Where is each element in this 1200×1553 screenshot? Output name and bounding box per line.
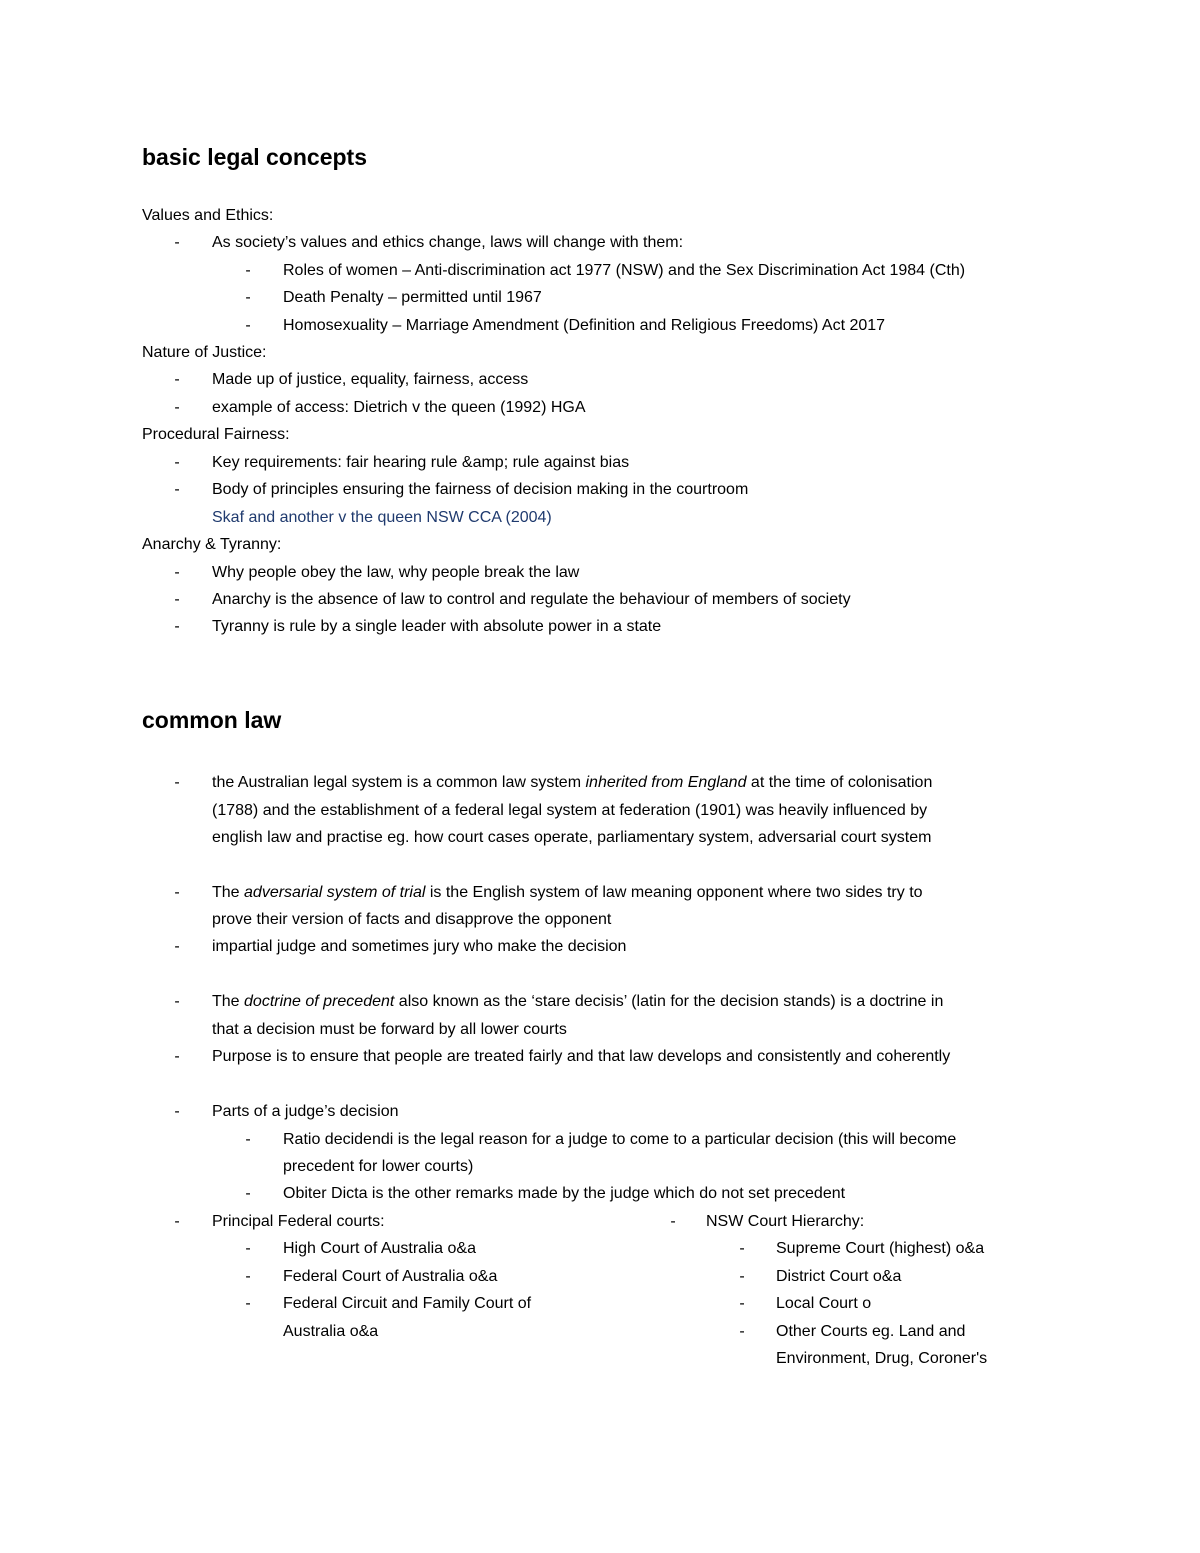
italic-phrase: doctrine of precedent — [244, 993, 395, 1010]
list-item-text: High Court of Australia o&a — [283, 1240, 476, 1257]
bullet-dash: - — [174, 234, 180, 251]
list-item-text — [212, 773, 932, 793]
list-item-text: Local Court o — [776, 1295, 872, 1312]
bullet-dash: - — [245, 1295, 251, 1312]
bullet-dash: - — [245, 1240, 251, 1257]
list-item-text: As society’s values and ethics change, laws will change with them: — [212, 234, 684, 251]
bullet-dash: - — [739, 1240, 745, 1257]
list-item-text: Federal Court of Australia o&a — [283, 1268, 498, 1285]
section-title-common-law: common law — [142, 707, 282, 733]
list-item-text: Tyranny is rule by a single leader with absolute power in a state — [212, 618, 662, 635]
list-item-continuation: Environment, Drug, Coroner's — [776, 1350, 988, 1367]
list-item-text: impartial judge and sometimes jury who make the decision — [212, 938, 627, 955]
text-run: the Australian legal system is a common law system — [212, 774, 586, 791]
bullet-dash: - — [174, 1213, 180, 1230]
bullet-dash: - — [245, 289, 251, 306]
bullet-dash: - — [174, 884, 180, 901]
list-item-text: Obiter Dicta is the other remarks made by the judge which do not set precedent — [283, 1185, 846, 1202]
list-item-text: Supreme Court (highest) o&a — [776, 1240, 985, 1257]
list-item-text: Parts of a judge’s decision — [212, 1103, 399, 1120]
bullet-dash: - — [739, 1295, 745, 1312]
bullet-dash: - — [174, 481, 180, 498]
heading-anarchy-tyranny: Anarchy & Tyranny: — [142, 536, 282, 553]
list-item-continuation: Australia o&a — [283, 1323, 379, 1340]
section-title-basic-legal-concepts: basic legal concepts — [142, 144, 367, 170]
italic-phrase: inherited from England — [585, 774, 747, 791]
bullet-dash: - — [174, 938, 180, 955]
list-item-continuation: (1788) and the establishment of a federal legal system at federation (1901) was heavily influenced by — [212, 802, 928, 819]
bullet-dash: - — [174, 1048, 180, 1065]
list-item-text: Principal Federal courts: — [212, 1213, 385, 1230]
bullet-dash: - — [174, 591, 180, 608]
heading-nature-of-justice: Nature of Justice: — [142, 344, 267, 361]
list-item-text: Made up of justice, equality, fairness, access — [212, 371, 529, 388]
bullet-dash: - — [174, 399, 180, 416]
heading-procedural-fairness: Procedural Fairness: — [142, 426, 290, 443]
bullet-dash: - — [245, 1131, 251, 1148]
list-item-text: Homosexuality – Marriage Amendment (Definition and Religious Freedoms) Act 2017 — [283, 317, 886, 334]
text-run: is the English system of law meaning opponent where two sides try to — [425, 884, 923, 901]
bullet-dash: - — [174, 454, 180, 471]
list-item-text: Key requirements: fair hearing rule &amp; rule against bias — [212, 454, 630, 471]
case-citation-skaf: Skaf and another v the queen NSW CCA (2004) — [212, 509, 552, 526]
list-item-text: Anarchy is the absence of law to control and regulate the behaviour of members of society — [212, 591, 851, 608]
bullet-dash: - — [670, 1213, 676, 1230]
text-run: The — [212, 884, 245, 901]
heading-values-ethics: Values and Ethics: — [142, 207, 274, 224]
bullet-dash: - — [245, 1268, 251, 1285]
bullet-dash: - — [739, 1323, 745, 1340]
list-item-text: Federal Circuit and Family Court of — [283, 1295, 532, 1312]
bullet-dash: - — [739, 1268, 745, 1285]
list-item-text: Death Penalty – permitted until 1967 — [283, 289, 542, 306]
italic-phrase: adversarial system of trial — [244, 884, 426, 901]
list-item-text: NSW Court Hierarchy: — [706, 1213, 865, 1230]
list-item-text — [212, 883, 923, 903]
bullet-dash: - — [174, 564, 180, 581]
list-item-text: Purpose is to ensure that people are treated fairly and that law develops and consistently and coherently — [212, 1048, 951, 1065]
bullet-dash: - — [174, 1103, 180, 1120]
bullet-dash: - — [174, 993, 180, 1010]
list-item-text: Ratio decidendi is the legal reason for a judge to come to a particular decision (this will become — [283, 1131, 957, 1148]
bullet-dash: - — [174, 371, 180, 388]
bullet-dash: - — [245, 1185, 251, 1202]
text-run: The — [212, 993, 245, 1010]
bullet-dash: - — [245, 262, 251, 279]
list-item-text: example of access: Dietrich v the queen (1992) HGA — [212, 399, 586, 416]
list-item-text: Body of principles ensuring the fairness of decision making in the courtroom — [212, 481, 749, 498]
bullet-dash: - — [174, 774, 180, 791]
list-item-continuation: precedent for lower courts) — [283, 1158, 474, 1175]
list-item-text — [212, 992, 943, 1012]
list-item-continuation: prove their version of facts and disapprove the opponent — [212, 911, 612, 928]
list-item-continuation: english law and practise eg. how court cases operate, parliamentary system, adversarial court system — [212, 829, 932, 846]
list-item-text: Roles of women – Anti-discrimination act 1977 (NSW) and the Sex Discrimination Act 1984 (Cth) — [283, 262, 966, 279]
list-item-continuation: that a decision must be forward by all lower courts — [212, 1021, 567, 1038]
bullet-dash: - — [174, 618, 180, 635]
list-item-text: District Court o&a — [776, 1268, 902, 1285]
list-item-text: Other Courts eg. Land and — [776, 1323, 966, 1340]
list-item-text: Why people obey the law, why people break the law — [212, 564, 580, 581]
text-run: also known as the ‘stare decisis’ (latin for the decision stands) is a doctrine in — [394, 993, 944, 1010]
text-run: at the time of colonisation — [746, 774, 933, 791]
bullet-dash: - — [245, 317, 251, 334]
